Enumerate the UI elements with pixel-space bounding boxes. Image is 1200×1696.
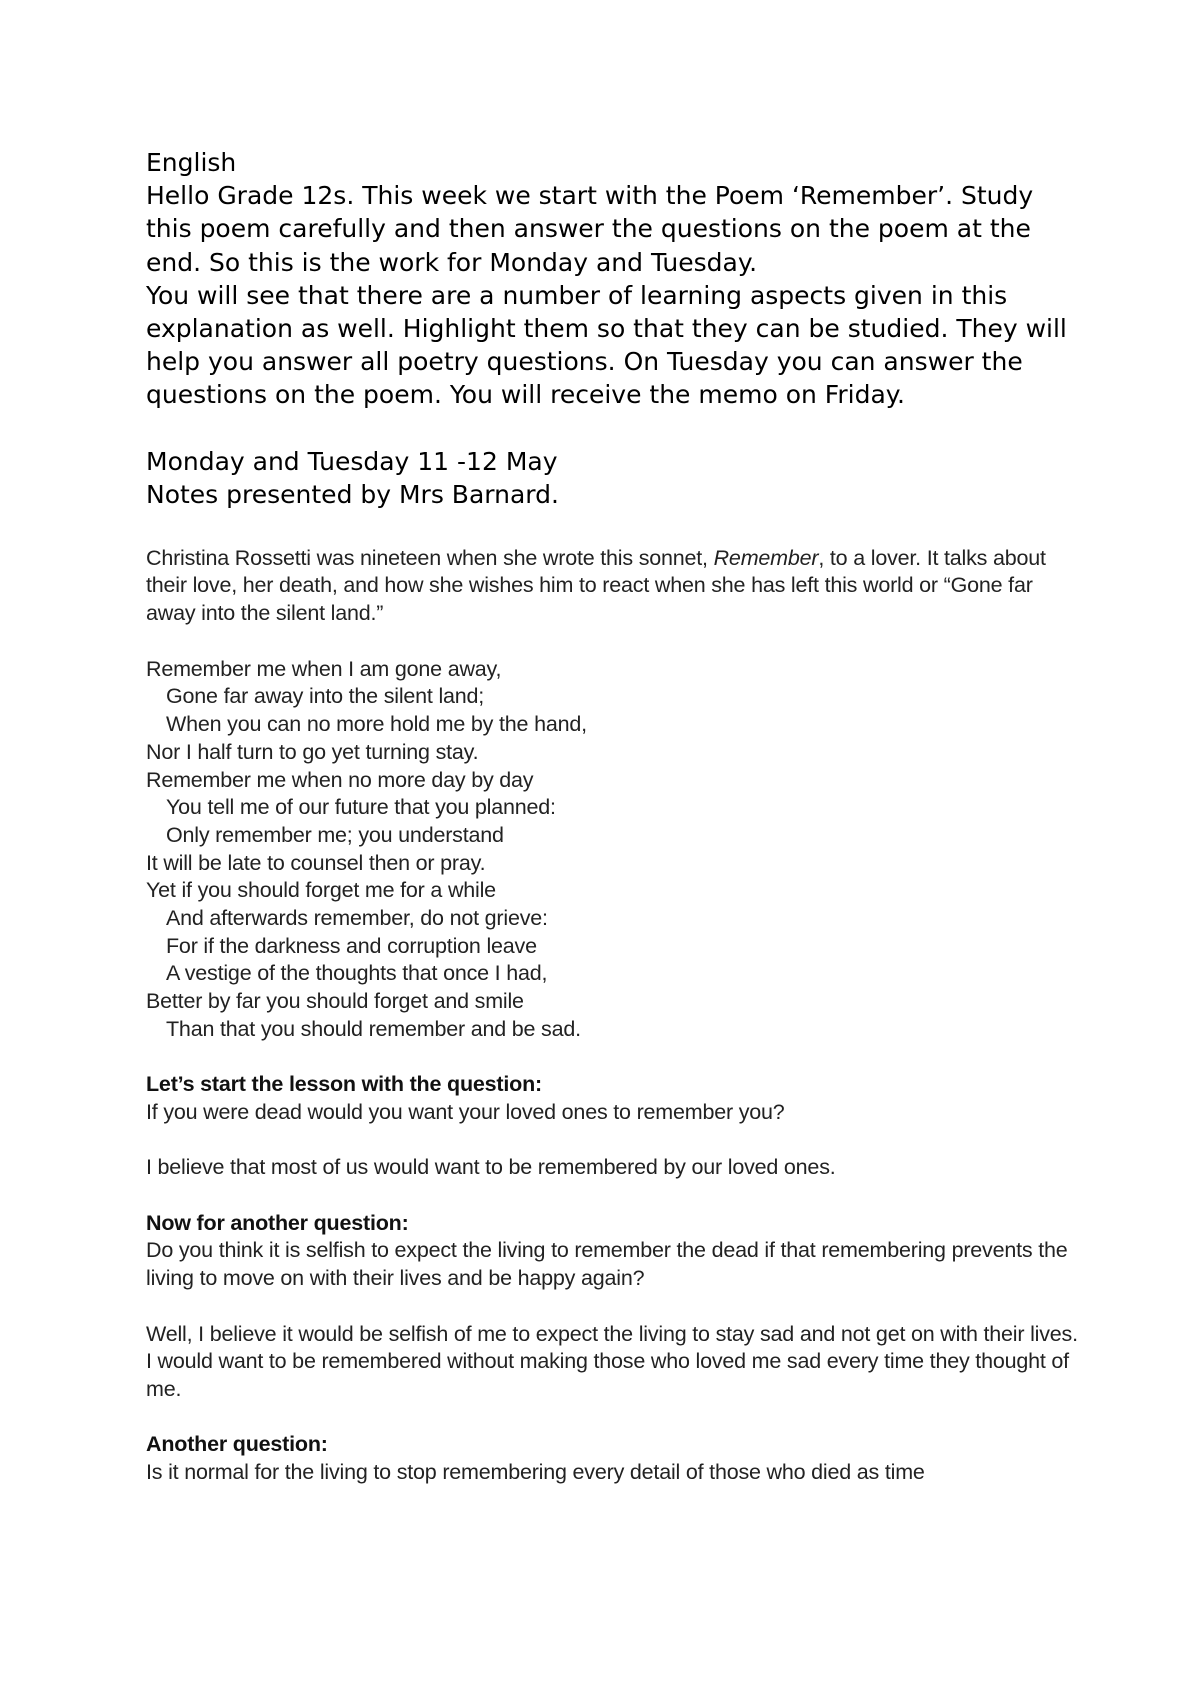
poem-line: For if the darkness and corruption leave — [166, 933, 537, 958]
question-1-text: If you were dead would you want your loved ones to remember you? — [146, 1099, 785, 1124]
poem — [146, 656, 1086, 1044]
question-3-text: Is it normal for the living to stop remembering every detail of those who died as time — [146, 1460, 925, 1485]
poem-line: Than that you should remember and be sad. — [166, 1016, 581, 1041]
intro-block — [146, 146, 1086, 412]
question-2-text: Do you think it is selfish to expect the living to remember the dead if that remembering prevents the living to move on with their lives and be happy again? — [146, 1238, 1068, 1291]
poem-line: Gone far away into the silent land; — [166, 684, 485, 709]
poem-intro-before: Christina Rossetti was nineteen when she wrote this sonnet, — [146, 545, 714, 570]
poem-line: Better by far you should forget and smile — [146, 989, 524, 1014]
notes-body — [146, 545, 1086, 1487]
question-2-answer: Well, I believe it would be selfish of me to expect the living to stay sad and not get on with their lives. I would want to be remembered without making those who loved me sad every time they thought of me. — [146, 1321, 1078, 1401]
poem-line: A vestige of the thoughts that once I had, — [166, 961, 548, 986]
poem-line: Nor I half turn to go yet turning stay. — [146, 739, 479, 764]
subject-heading: English — [146, 148, 237, 177]
poem-line: It will be late to counsel then or pray. — [146, 850, 486, 875]
intro-paragraph-2: You will see that there are a number of learning aspects given in this explanation as well. Highlight them so that they can be studied. They will help you answer all poetry questions. On Tuesday you can answer the questions on the poem. You will receive the memo on Friday. — [146, 280, 1067, 410]
poem-line: When you can no more hold me by the hand, — [166, 712, 587, 737]
poem-title: Remember — [713, 545, 819, 570]
poem-line: Remember me when I am gone away, — [146, 656, 502, 681]
poem-line: Only remember me; you understand — [166, 822, 504, 847]
question-2-heading: Now for another question: — [146, 1210, 409, 1235]
question-1-heading: Let’s start the lesson with the question: — [146, 1072, 542, 1097]
poem-line: Yet if you should forget me for a while — [146, 878, 496, 903]
poem-intro-after: , to a lover. It talks about their love, her death, and how she wishes him to react when she has left this world or “Gone far away into the silent land.” — [146, 545, 1046, 626]
document-page — [146, 146, 1086, 1487]
notes-heading: Notes presented by Mrs Barnard. — [146, 479, 559, 509]
poem-line: You tell me of our future that you planned: — [166, 795, 556, 820]
question-3-heading: Another question: — [146, 1432, 328, 1457]
poem-line: Remember me when no more day by day — [146, 767, 534, 792]
poem-intro-paragraph — [146, 545, 1086, 628]
poem-line: And afterwards remember, do not grieve: — [166, 906, 548, 931]
notes-headings — [146, 445, 1086, 511]
question-1-answer: I believe that most of us would want to be remembered by our loved ones. — [146, 1155, 836, 1180]
intro-paragraph-1: Hello Grade 12s. This week we start with the Poem ‘Remember’. Study this poem carefully and then answer the questions on the poem at the end. So this is the work for Monday and Tuesday. — [146, 181, 1034, 277]
date-heading: Monday and Tuesday 11 -12 May — [146, 446, 558, 476]
